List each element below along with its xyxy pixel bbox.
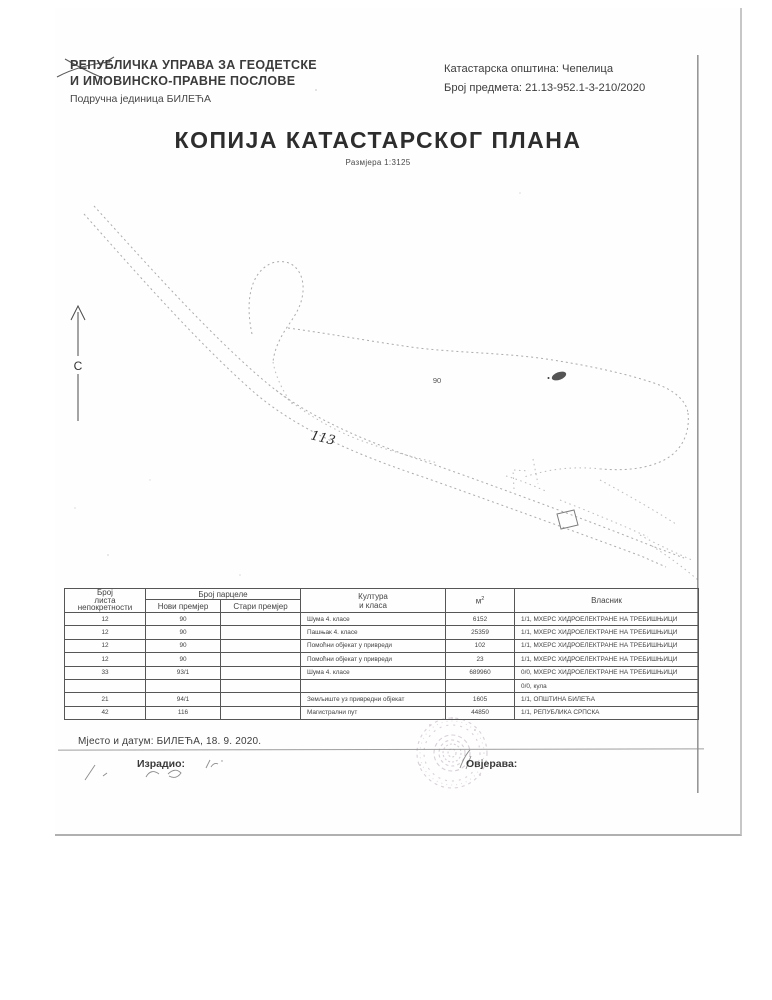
map-scale: Размјера 1:3125 (345, 158, 411, 167)
place-and-date: Мјесто и датум: БИЛЕЋА, 18. 9. 2020. (78, 736, 262, 747)
cell-old-survey (221, 653, 301, 666)
col-header-parcel-group: Број парцеле (146, 589, 301, 600)
table-row (65, 693, 699, 706)
table-row (65, 639, 699, 652)
cell-culture: Помоћни објекат у привреди (301, 639, 446, 652)
cell-area: 44850 (446, 706, 515, 719)
cell-owner: 1/1, МХЕРС ХИДРОЕЛЕКТРАНЕ НА ТРЕБИШЊИЦИ (515, 613, 699, 626)
area-unit-sup: 2 (481, 595, 485, 602)
cell-area (446, 679, 515, 692)
cell-sheet (65, 679, 146, 692)
issuing-authority-block (70, 57, 440, 105)
col-header-sheet-l3: непокретности (77, 603, 133, 613)
cell-old-survey (221, 679, 301, 692)
col-header-new-survey: Нови премјер (146, 600, 221, 613)
document-title-block (0, 127, 756, 167)
cell-old-survey (221, 626, 301, 639)
cell-owner: 1/1, РЕПУБЛИКА СРПСКА (515, 706, 699, 719)
cell-sheet: 12 (65, 639, 146, 652)
authority-line1: РЕПУБЛИЧКА УПРАВА ЗА ГЕОДЕТСКЕ (70, 58, 317, 72)
col-header-culture-l1: Култура (358, 591, 388, 601)
cell-area: 23 (446, 653, 515, 666)
cell-sheet: 12 (65, 613, 146, 626)
table-row (65, 706, 699, 719)
table-row (65, 679, 699, 692)
col-header-culture-l2: и класа (359, 600, 387, 610)
col-header-old-survey: Стари премјер (221, 600, 301, 613)
cell-owner: 0/0, кула (515, 679, 699, 692)
cell-culture: Земљиште уз привредни објекат (301, 693, 446, 706)
col-header-sheet-l2: листа (94, 595, 116, 605)
cell-old-survey (221, 706, 301, 719)
prepared-by-label: Израдио: (137, 758, 186, 770)
col-header-culture (301, 589, 446, 613)
cell-culture: Пашњак 4. класе (301, 626, 446, 639)
cell-old-survey (221, 693, 301, 706)
branch-office: Подручна јединица БИЛЕЋА (70, 93, 211, 105)
cadastral-municipality: Катастарска општина: Чепелица (444, 63, 614, 75)
cell-sheet: 12 (65, 626, 146, 639)
cell-owner: 1/1, МХЕРС ХИДРОЕЛЕКТРАНЕ НА ТРЕБИШЊИЦИ (515, 639, 699, 652)
authority-line2: И ИМОВИНСКО-ПРАВНЕ ПОСЛОВЕ (70, 74, 296, 88)
parcel-table (64, 588, 699, 720)
cell-owner: 0/0, МХЕРС ХИДРОЕЛЕКТРАНЕ НА ТРЕБИШЊИЦИ (515, 666, 699, 679)
cell-owner: 1/1, МХЕРС ХИДРОЕЛЕКТРАНЕ НА ТРЕБИШЊИЦИ (515, 626, 699, 639)
page-title: КОПИЈА КАТАСТАРСКОГ ПЛАНА (174, 127, 582, 153)
cell-area: 25359 (446, 626, 515, 639)
cell-old-survey (221, 639, 301, 652)
north-label: С (73, 359, 83, 373)
cell-new-survey: 94/1 (146, 693, 221, 706)
table-row (65, 626, 699, 639)
cell-area: 6152 (446, 613, 515, 626)
cell-new-survey: 116 (146, 706, 221, 719)
col-header-sheet (65, 589, 146, 613)
cell-area: 102 (446, 639, 515, 652)
cell-new-survey: 90 (146, 639, 221, 652)
cell-new-survey: 90 (146, 653, 221, 666)
table-row (65, 613, 699, 626)
cell-new-survey: 90 (146, 626, 221, 639)
map-label-road: 113 (308, 428, 337, 449)
cell-area: 1605 (446, 693, 515, 706)
cell-sheet: 21 (65, 693, 146, 706)
cell-owner: 1/1, МХЕРС ХИДРОЕЛЕКТРАНЕ НА ТРЕБИШЊИЦИ (515, 653, 699, 666)
cell-owner: 1/1, ОПШТИНА БИЛЕЋА (515, 693, 699, 706)
cell-culture: Шума 4. класе (301, 613, 446, 626)
table-row (65, 653, 699, 666)
cell-sheet: 33 (65, 666, 146, 679)
cell-new-survey: 90 (146, 613, 221, 626)
case-number: Број предмета: 21.13-952.1-3-210/2020 (444, 82, 646, 94)
col-header-sheet-l1: Број (97, 588, 113, 598)
cell-sheet: 12 (65, 653, 146, 666)
map-label-parcel: 90 (432, 376, 442, 385)
cell-new-survey: 93/1 (146, 666, 221, 679)
area-unit: м (475, 596, 482, 606)
cell-culture: Магистрални пут (301, 706, 446, 719)
cell-sheet: 42 (65, 706, 146, 719)
cell-culture: Шума 4. класе (301, 666, 446, 679)
cell-new-survey (146, 679, 221, 692)
col-header-area (446, 589, 515, 613)
cell-culture (301, 679, 446, 692)
cell-old-survey (221, 613, 301, 626)
table-row (65, 666, 699, 679)
certified-by-label: Овјерава: (466, 758, 518, 770)
case-info-block (444, 60, 704, 98)
col-header-owner: Власник (515, 589, 699, 613)
cell-area: 689960 (446, 666, 515, 679)
cell-culture: Помоћни објекат у привреди (301, 653, 446, 666)
cell-old-survey (221, 666, 301, 679)
